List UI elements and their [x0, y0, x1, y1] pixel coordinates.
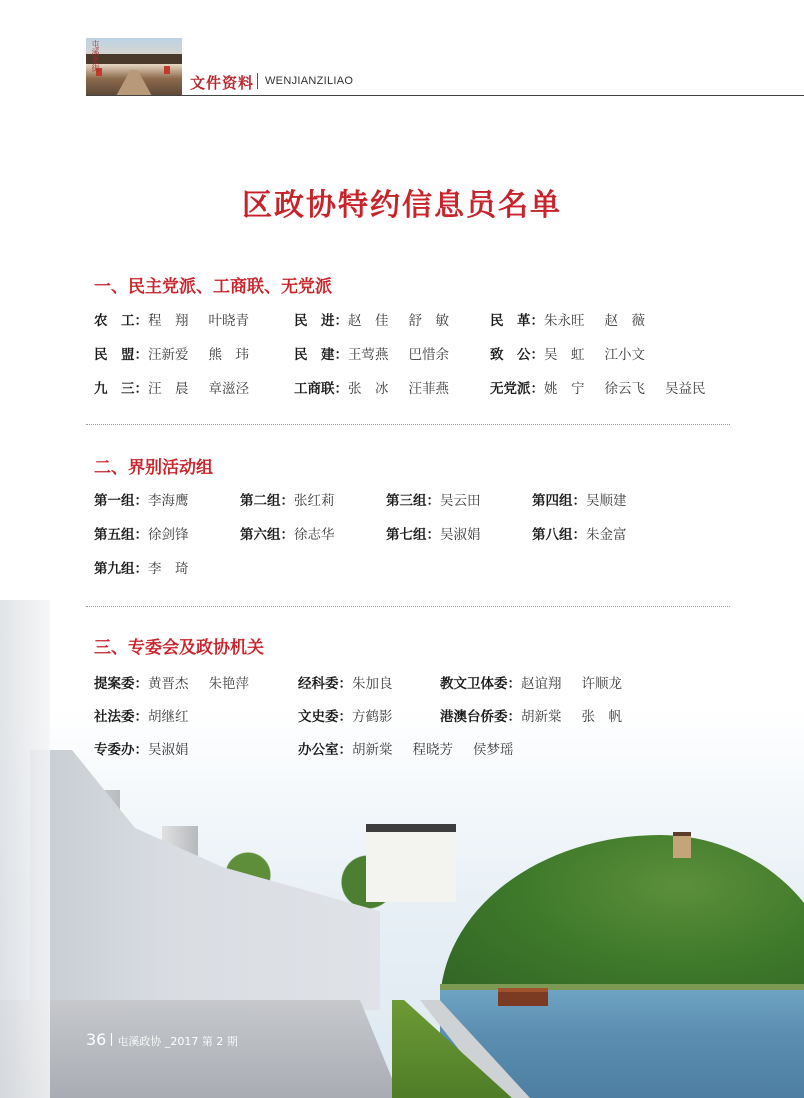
member-name: 赵 薇 — [604, 313, 645, 329]
roster-entry — [94, 672, 269, 692]
roster-entry — [94, 343, 269, 363]
member-name: 熊 玮 — [208, 347, 249, 363]
roster-entry — [298, 738, 534, 758]
roster-label: 致 公： — [490, 347, 544, 363]
member-name: 张 帆 — [581, 709, 622, 725]
member-name: 吴顺建 — [586, 493, 627, 509]
section-heading-committees: 三、专委会及政协机关 — [94, 638, 264, 658]
roster-label: 第四组： — [532, 493, 586, 509]
roster-entry — [532, 523, 647, 543]
member-name: 汪 晨 — [148, 381, 189, 397]
member-name: 徐剑锋 — [148, 527, 189, 543]
roster-label: 第五组： — [94, 527, 148, 543]
roster-entry — [240, 523, 355, 543]
header-thumbnail-image — [86, 38, 182, 96]
header-rule — [86, 95, 804, 96]
section-heading-parties: 一、民主党派、工商联、无党派 — [94, 277, 332, 297]
member-name: 汪菲燕 — [408, 381, 449, 397]
member-name: 胡新棠 — [352, 742, 393, 758]
member-name: 胡新棠 — [521, 709, 562, 725]
roster-entry — [440, 705, 642, 725]
roster-row — [94, 309, 734, 331]
roster-label: 民 进： — [294, 313, 348, 329]
roster-row — [94, 672, 734, 694]
member-name: 程晓芳 — [412, 742, 453, 758]
roster-entry — [386, 489, 501, 509]
roster-label: 第七组： — [386, 527, 440, 543]
member-name: 吴益民 — [665, 381, 706, 397]
header-photo-calligraphy: 屯溪老街 — [91, 40, 100, 72]
roster-entry — [294, 377, 469, 397]
roster-row — [94, 557, 734, 579]
roster-entry — [94, 705, 209, 725]
roster-label: 第八组： — [532, 527, 586, 543]
roster-label: 民 盟： — [94, 347, 148, 363]
roster-label: 经科委： — [298, 676, 352, 692]
section-divider — [257, 73, 258, 89]
roster-label: 第三组： — [386, 493, 440, 509]
roster-label: 民 革： — [490, 313, 544, 329]
roster-entry — [490, 309, 665, 329]
member-name: 姚 宁 — [544, 381, 585, 397]
roster-label: 办公室： — [298, 742, 352, 758]
member-name: 叶晓青 — [208, 313, 249, 329]
publication-info: 屯溪政协 _2017 第 2 期 — [117, 1035, 238, 1048]
member-name: 赵谊翔 — [521, 676, 562, 692]
member-name: 李 琦 — [148, 561, 189, 577]
roster-entry — [386, 523, 501, 543]
page-footer — [86, 1030, 238, 1049]
member-name: 许顺龙 — [581, 676, 622, 692]
roster-label: 教文卫体委： — [440, 676, 521, 692]
roster-entry — [294, 343, 469, 363]
roster-entry — [94, 557, 209, 577]
member-name: 巴惜余 — [408, 347, 449, 363]
roster-entry — [490, 377, 726, 397]
roster-row — [94, 523, 734, 545]
member-name: 徐志华 — [294, 527, 335, 543]
member-name: 胡继红 — [148, 709, 189, 725]
roster-label: 第九组： — [94, 561, 148, 577]
dotted-divider — [86, 424, 730, 425]
roster-label: 工商联： — [294, 381, 348, 397]
member-name: 侯梦瑶 — [473, 742, 514, 758]
member-name: 章滋泾 — [208, 381, 249, 397]
section-title-en: WENJIANZILIAO — [265, 75, 354, 87]
member-name: 朱金富 — [586, 527, 627, 543]
roster-entry — [532, 489, 647, 509]
roster-label: 社法委： — [94, 709, 148, 725]
member-name: 程 翔 — [148, 313, 189, 329]
member-name: 朱艳萍 — [208, 676, 249, 692]
member-name: 江小文 — [604, 347, 645, 363]
roster-entry — [94, 738, 209, 758]
roster-row — [94, 343, 734, 365]
member-name: 李海鹰 — [148, 493, 189, 509]
roster-label: 港澳台侨委： — [440, 709, 521, 725]
roster-label: 第二组： — [240, 493, 294, 509]
roster-entry — [298, 705, 413, 725]
roster-label: 九 三： — [94, 381, 148, 397]
member-name: 汪新爱 — [148, 347, 189, 363]
page-title: 区政协特约信息员名单 — [242, 188, 562, 223]
member-name: 吴 虹 — [544, 347, 585, 363]
member-name: 黄晋杰 — [148, 676, 189, 692]
roster-label: 农 工： — [94, 313, 148, 329]
roster-label: 第一组： — [94, 493, 148, 509]
member-name: 吴云田 — [440, 493, 481, 509]
member-name: 吴淑娟 — [148, 742, 189, 758]
dotted-divider — [86, 606, 730, 607]
member-name: 朱加良 — [352, 676, 393, 692]
roster-entry — [490, 343, 665, 363]
roster-entry — [294, 309, 469, 329]
roster-label: 第六组： — [240, 527, 294, 543]
roster-label: 文史委： — [298, 709, 352, 725]
roster-entry — [94, 377, 269, 397]
roster-label: 专委办： — [94, 742, 148, 758]
roster-label: 民 建： — [294, 347, 348, 363]
member-name: 张 冰 — [348, 381, 389, 397]
roster-entry — [94, 309, 269, 329]
roster-label: 无党派： — [490, 381, 544, 397]
member-name: 王莺燕 — [348, 347, 389, 363]
member-name: 朱永旺 — [544, 313, 585, 329]
roster-entry — [94, 523, 209, 543]
roster-entry — [298, 672, 413, 692]
member-name: 舒 敏 — [408, 313, 449, 329]
page-number: 36 — [86, 1030, 107, 1049]
roster-label: 提案委： — [94, 676, 148, 692]
member-name: 方鹤影 — [352, 709, 393, 725]
section-heading-groups: 二、界别活动组 — [94, 458, 213, 478]
roster-row — [94, 738, 734, 760]
member-name: 吴淑娟 — [440, 527, 481, 543]
member-name: 张红莉 — [294, 493, 335, 509]
roster-row — [94, 489, 734, 511]
roster-row — [94, 705, 734, 727]
member-name: 徐云飞 — [604, 381, 645, 397]
roster-entry — [240, 489, 355, 509]
roster-entry — [94, 489, 209, 509]
roster-row — [94, 377, 734, 399]
roster-entry — [440, 672, 642, 692]
section-title: 文件资料 — [190, 74, 255, 92]
member-name: 赵 佳 — [348, 313, 389, 329]
